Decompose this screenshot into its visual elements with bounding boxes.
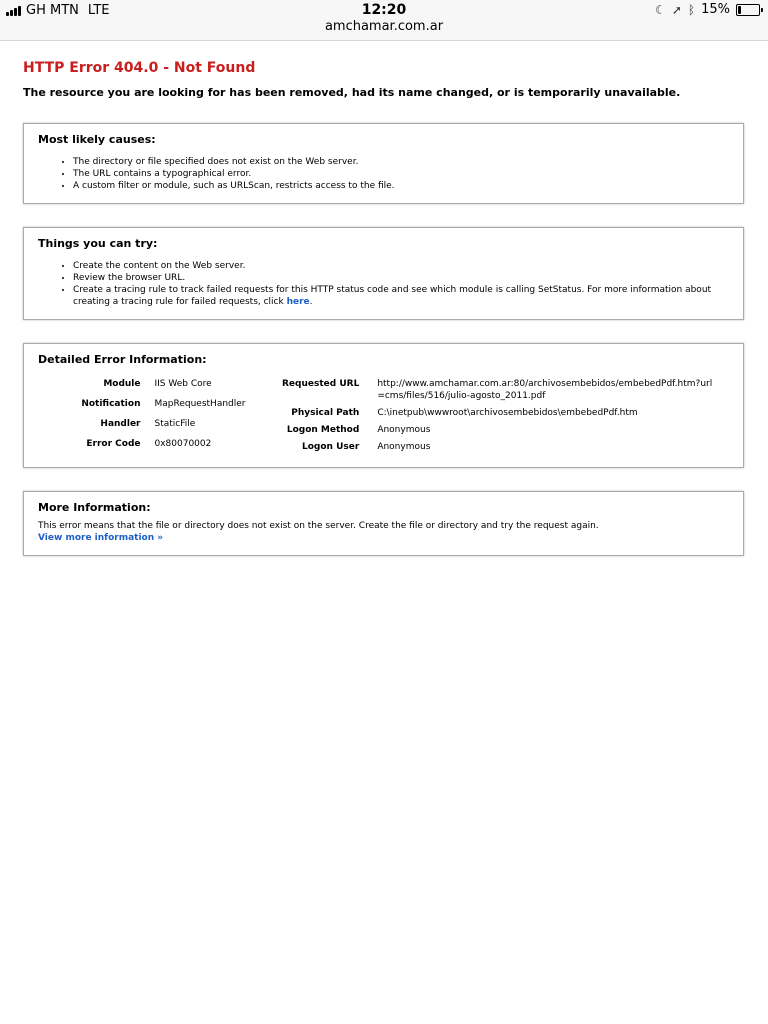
tracing-suffix: . [309, 297, 313, 307]
tracing-text: Create a tracing rule to track failed requests for this HTTP status code and see which module is calling SetStatus. For more information about creating a tracing rule for failed requests, click [73, 285, 712, 307]
detail-value: 0x80070002 [154, 439, 212, 449]
detail-label: Physical Path [291, 408, 360, 418]
table-row [282, 422, 717, 439]
more-info-text: This error means that the file or directory does not exist on the server. Create the file or directory and try the request again. [38, 521, 599, 531]
detail-value: MapRequestHandler [154, 399, 246, 409]
detail-value: C:\inetpub\wwwroot\archivosembebidos\embebedPdf.htm [377, 408, 638, 418]
more-info-box [23, 491, 744, 556]
detail-label: Logon User [302, 442, 360, 452]
try-list [38, 260, 729, 308]
details-grid [38, 376, 729, 456]
details-left-table [52, 376, 282, 456]
causes-heading: Most likely causes: [38, 133, 156, 146]
detail-label: Error Code [86, 439, 141, 449]
battery-level [738, 6, 741, 14]
detail-label: Handler [100, 419, 141, 429]
details-heading: Detailed Error Information: [38, 353, 207, 366]
detail-value: Anonymous [377, 442, 431, 452]
details-box [23, 343, 744, 468]
details-right-table [282, 376, 717, 456]
list-item: • A custom filter or module, such as URLScan, restricts access to the file. [73, 180, 729, 192]
causes-list [38, 156, 729, 192]
table-row [52, 436, 282, 456]
list-item: • The directory or file specified does not exist on the Web server. [73, 156, 729, 168]
moon-icon: ☾ [655, 2, 666, 17]
carrier-name: GH MTN [26, 3, 79, 18]
list-item: • Create the content on the Web server. [73, 260, 729, 272]
list-item [73, 284, 729, 308]
battery-percent: 15% [701, 2, 730, 17]
table-row [282, 405, 717, 422]
address-bar-url[interactable]: amchamar.com.ar [324, 19, 444, 34]
table-row [282, 439, 717, 456]
try-heading: Things you can try: [38, 237, 158, 250]
try-box [23, 227, 744, 320]
status-bar [0, 0, 768, 41]
bluetooth-icon: ᛒ [687, 2, 696, 17]
detail-label: Requested URL [282, 379, 360, 389]
battery-icon [736, 4, 760, 16]
view-more-link[interactable]: View more information » [38, 533, 164, 543]
causes-box [23, 123, 744, 204]
more-info-heading: More Information: [38, 501, 151, 514]
detail-label: Notification [81, 399, 141, 409]
page-subtitle: The resource you are looking for has been removed, had its name changed, or is temporarily unavailable. [23, 86, 681, 99]
detail-value: StaticFile [154, 419, 196, 429]
list-item: • The URL contains a typographical error. [73, 168, 729, 180]
here-link[interactable]: here [286, 297, 310, 307]
location-arrow-icon: ➚ [671, 2, 682, 17]
table-row [52, 376, 282, 396]
list-item: • Review the browser URL. [73, 272, 729, 284]
network-type: LTE [87, 3, 110, 18]
table-row [282, 376, 717, 405]
status-right [655, 2, 760, 17]
clock: 12:20 [361, 2, 407, 18]
detail-value: http://www.amchamar.com.ar:80/archivosembebidos/embebedPdf.htm?url=cms/files/516/julio-agosto_2011.pdf [377, 379, 713, 401]
table-row [52, 416, 282, 436]
detail-value: Anonymous [377, 425, 431, 435]
detail-value: IIS Web Core [154, 379, 212, 389]
battery-tip [761, 8, 763, 12]
error-page [23, 60, 744, 556]
page-title: HTTP Error 404.0 - Not Found [23, 60, 256, 76]
detail-label: Module [103, 379, 141, 389]
table-row [52, 396, 282, 416]
detail-label: Logon Method [286, 425, 360, 435]
